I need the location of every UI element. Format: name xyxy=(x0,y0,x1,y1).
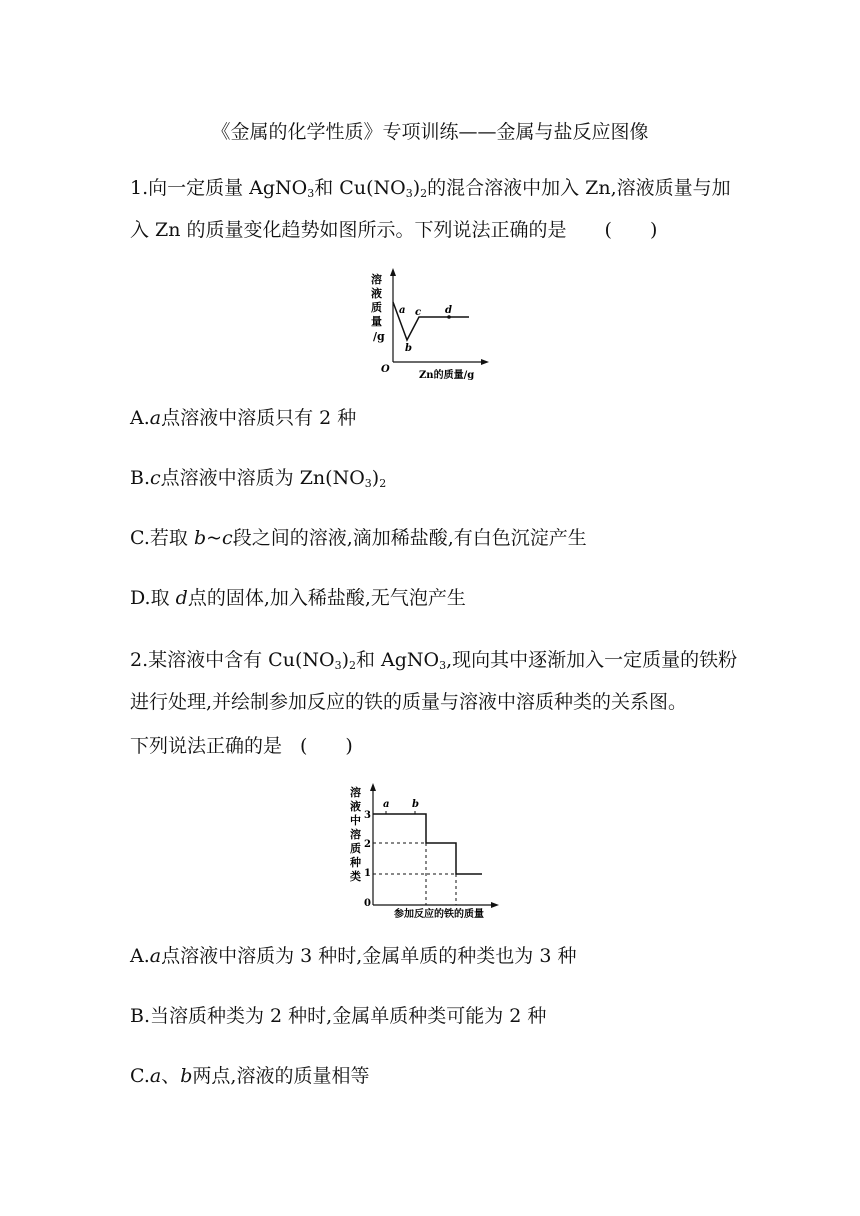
q2-ylabel-char: 溶 xyxy=(350,786,361,799)
q2-ylabel-char: 质 xyxy=(350,842,361,855)
q1-option-a: A.a点溶液中溶质只有 2 种 xyxy=(130,407,357,429)
answer-paren: ( ) xyxy=(300,735,353,757)
q1-label-d: d xyxy=(445,305,452,316)
q2-step-line xyxy=(373,814,482,874)
q2-stem-line2: 进行处理,并绘制参加反应的铁的质量与溶液中溶质种类的关系图。 xyxy=(130,691,688,713)
q2-option-a: A.a点溶液中溶质为 3 种时,金属单质的种类也为 3 种 xyxy=(130,945,577,967)
q1-ylabel-char: 质 xyxy=(371,301,382,314)
q2-ylabel-char: 中 xyxy=(350,814,361,827)
q1-stem-line2: 入 Zn 的质量变化趋势如图所示。下列说法正确的是 ( ) xyxy=(130,219,658,241)
q2-ytick-1: 1 xyxy=(364,868,371,879)
answer-paren: ( ) xyxy=(604,219,658,241)
q1-ylabel-char: /g xyxy=(373,330,385,343)
q2-figure xyxy=(346,780,506,920)
q2-x-axis-label: 参加反应的铁的质量 xyxy=(394,909,484,920)
q1-origin: O xyxy=(381,364,390,375)
q2-ylabel-char: 类 xyxy=(350,870,361,883)
q2-option-b: B.当溶质种类为 2 种时,金属单质种类可能为 2 种 xyxy=(130,1005,547,1027)
q1-ylabel-char: 溶 xyxy=(371,273,382,286)
q1-y-arrow xyxy=(390,268,396,276)
q2-ytick-2: 2 xyxy=(364,839,371,850)
q1-label-b: b xyxy=(405,343,412,354)
q2-y-axis-label xyxy=(349,785,361,883)
q2-x-arrow xyxy=(491,902,499,908)
q2-label-a: a xyxy=(383,799,390,810)
q1-option-b: B.c点溶液中溶质为 $Zn(NO_3)_2$ xyxy=(130,467,387,490)
q2-y-arrow xyxy=(370,783,376,791)
q1-x-axis-label: Zn的质量/g xyxy=(419,370,475,381)
q1-ylabel-char: 量 xyxy=(371,315,382,328)
q1-y-axis-label xyxy=(371,272,385,343)
q2-ylabel-char: 液 xyxy=(350,800,361,813)
q1-option-c: C.若取 b~c段之间的溶液,滴加稀盐酸,有白色沉淀产生 xyxy=(130,527,587,549)
q1-stem-line1: 1.向一定质量 AgNO$_3$和 $Cu(NO_3)_2$的混合溶液中加入 Zn,溶液质量与加 xyxy=(130,177,731,200)
q2-stem-line3: 下列说法正确的是 ( ) xyxy=(130,735,353,757)
q2-stem-line1: 2.某溶液中含有 $Cu(NO_3)_2$和 AgNO$_3$,现向其中逐渐加入一定质量的铁粉 xyxy=(130,649,738,672)
q1-option-d: D.取 d点的固体,加入稀盐酸,无气泡产生 xyxy=(130,587,466,609)
q2-ytick-3: 3 xyxy=(364,810,371,821)
q2-ytick-0: 0 xyxy=(364,898,371,909)
q1-figure xyxy=(365,266,505,384)
q1-label-a: a xyxy=(399,305,406,316)
q2-label-b: b xyxy=(412,799,419,810)
q2-option-c: C.a、b两点,溶液的质量相等 xyxy=(130,1065,370,1087)
page-title: 《金属的化学性质》专项训练——金属与盐反应图像 xyxy=(211,121,649,143)
q2-ylabel-char: 溶 xyxy=(350,828,361,841)
q2-ylabel-char: 种 xyxy=(350,856,361,869)
q1-x-arrow xyxy=(481,359,489,365)
q1-ylabel-char: 液 xyxy=(371,287,382,300)
q1-label-c: c xyxy=(415,307,422,318)
